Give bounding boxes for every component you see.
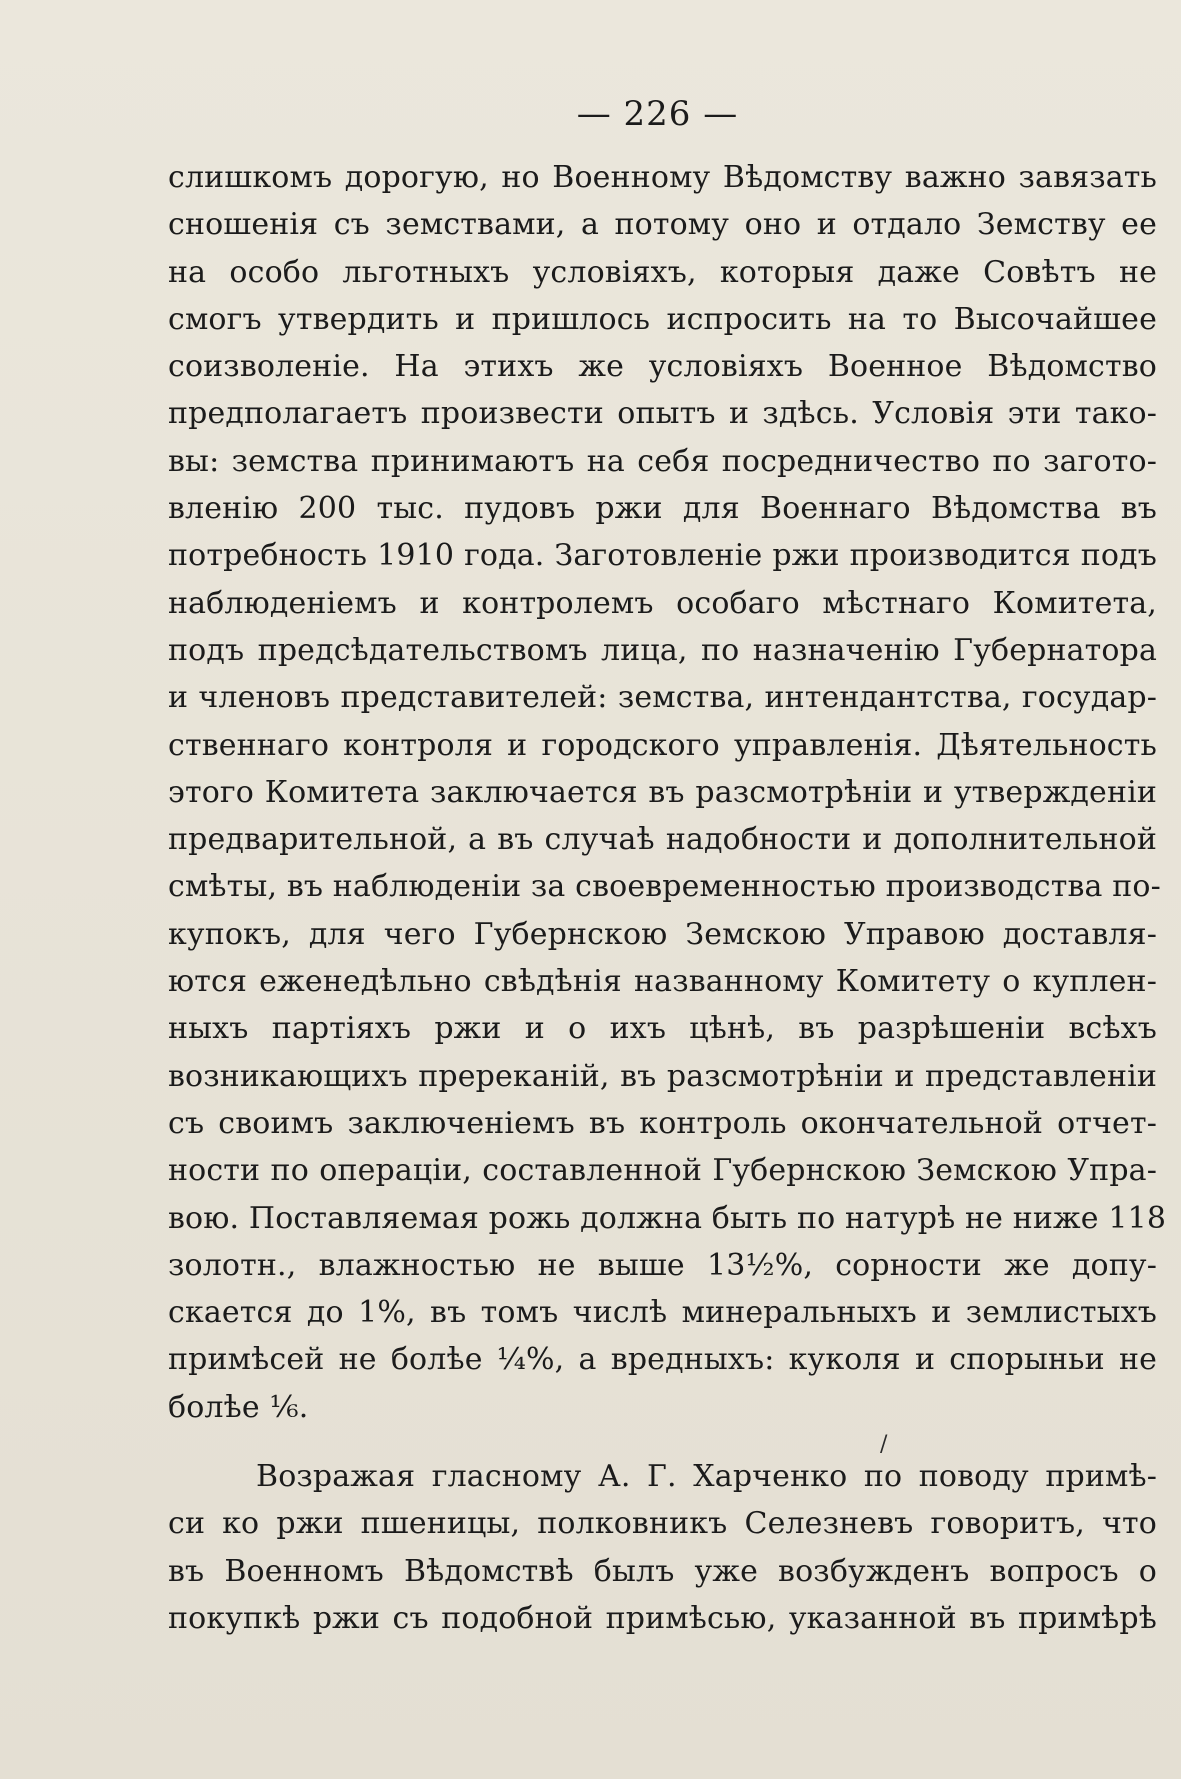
text-line: этого Комитета заключается въ разсмотрѣніи и утвержденіи bbox=[168, 774, 1157, 810]
text-line: скается до 1%, въ томъ числѣ минеральныхъ и землистыхъ bbox=[168, 1295, 1157, 1331]
text-line: смогъ утвердить и пришлось испросить на то Высочайшее bbox=[168, 301, 1157, 337]
text-line: ности по операціи, составленной Губернскою Земскою Упра- bbox=[168, 1153, 1157, 1189]
text-line: примѣсей не болѣе ¼%, а вредныхъ: куколя и спорыньи не bbox=[168, 1342, 1157, 1378]
text-line: болѣе ⅙. bbox=[168, 1389, 309, 1425]
text-line: съ своимъ заключеніемъ въ контроль окончательной отчет- bbox=[168, 1105, 1157, 1141]
text-line: на особо льготныхъ условіяхъ, которыя даже Совѣтъ не bbox=[168, 254, 1157, 290]
text-line: слишкомъ дорогую, но Военному Вѣдомству важно завязать bbox=[168, 160, 1157, 195]
text-line: вы: земства принимаютъ на себя посредничество по загото- bbox=[168, 443, 1157, 479]
paragraph-2 bbox=[168, 1453, 1157, 1642]
text-line: сношенія съ земствами, а потому оно и отдало Земству ее bbox=[168, 207, 1157, 243]
text-line: предварительной, а въ случаѣ надобности и дополнительной bbox=[168, 822, 1157, 858]
text-line: си ко ржи пшеницы, полковникъ Селезневъ говоритъ, что bbox=[168, 1506, 1157, 1542]
text-line: потребность 1910 года. Заготовленіе ржи производится подъ bbox=[168, 538, 1157, 574]
text-line: соизволеніе. На этихъ же условіяхъ Военное Вѣдомство bbox=[168, 349, 1157, 385]
paragraph-1 bbox=[168, 154, 1167, 1431]
text-line: покупкѣ ржи съ подобной примѣсью, указанной въ примѣрѣ bbox=[168, 1600, 1157, 1636]
text-line: и членовъ представителей: земства, интендантства, государ- bbox=[168, 680, 1157, 716]
text-line: смѣты, въ наблюденіи за своевременностью производства по- bbox=[168, 869, 1161, 905]
text-line: вленію 200 тыс. пудовъ ржи для Военнаго Вѣдомства въ bbox=[168, 491, 1157, 527]
text-line: предполагаетъ произвести опытъ и здѣсь. Условія эти тако- bbox=[168, 396, 1157, 432]
text-line: купокъ, для чего Губернскою Земскою Управою доставля- bbox=[168, 916, 1157, 952]
text-line: вою. Поставляемая рожь должна быть по натурѣ не ниже 118 bbox=[168, 1200, 1167, 1236]
text-line: въ Военномъ Вѣдомствѣ былъ уже возбужденъ вопросъ о bbox=[168, 1553, 1157, 1589]
text-line: золотн., влажностью не выше 13½%, сорности же допу- bbox=[168, 1247, 1157, 1283]
text-line: наблюденіемъ и контролемъ особаго мѣстнаго Комитета, bbox=[168, 585, 1157, 621]
page-number: — 226 — bbox=[576, 94, 739, 134]
text-line: подъ предсѣдательствомъ лица, по назначенію Губернатора bbox=[168, 632, 1157, 668]
text-line: возникающихъ пререканій, въ разсмотрѣніи и представленіи bbox=[168, 1058, 1157, 1094]
pencil-mark: / bbox=[880, 1432, 888, 1457]
text-line: ются еженедѣльно свѣдѣнія названному Комитету о куплен- bbox=[168, 964, 1157, 1000]
text-line: ныхъ партіяхъ ржи и о ихъ цѣнѣ, въ разрѣшеніи всѣхъ bbox=[168, 1011, 1157, 1047]
text-line: ственнаго контроля и городского управленія. Дѣятельность bbox=[168, 727, 1157, 763]
text-line: Возражая гласному А. Г. Харченко по поводу примѣ- bbox=[256, 1459, 1157, 1495]
